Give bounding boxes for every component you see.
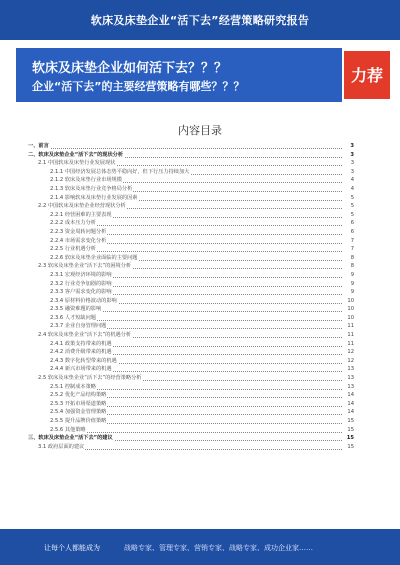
toc-leader-dots xyxy=(28,148,342,149)
toc-entry[interactable] xyxy=(28,408,354,417)
toc-entry[interactable] xyxy=(28,340,354,349)
toc-entry-label: 二、软床及床垫企业“活下去”的现状分析 xyxy=(28,151,124,158)
toc-entry-label: 2.1.1 中国经济发展总体态势平稳向好，但下行压力持续加大 xyxy=(50,168,190,175)
toc-entry[interactable] xyxy=(28,443,354,452)
toc-entry-label: 2.2 中国软床及床垫企业经营现状分析 xyxy=(38,203,126,210)
toc-entry-page: 4 xyxy=(350,177,354,184)
toc-entry[interactable] xyxy=(28,280,354,289)
toc-entry[interactable] xyxy=(28,365,354,374)
toc-entry-label: 2.3.3 客户需求变化的影响 xyxy=(50,289,112,296)
toc-entry-page: 5 xyxy=(350,203,354,210)
toc-entry[interactable] xyxy=(28,151,354,160)
toc-entry[interactable] xyxy=(28,254,354,263)
toc-entry-page: 3 xyxy=(350,168,354,175)
recommend-badge-text: 力荐 xyxy=(350,66,383,85)
toc-entry-label: 2.1 中国软床及床垫行业发展现状 xyxy=(38,160,116,167)
toc-entry-page: 13 xyxy=(347,383,354,390)
toc-entry-page: 3 xyxy=(350,151,354,158)
toc-entry-page: 7 xyxy=(350,237,354,244)
toc-leader-dots xyxy=(50,432,342,433)
toc-entry-label: 2.3 软床及床垫企业“活下去”的困境分析 xyxy=(38,263,132,270)
toc-entry-label: 2.2.4 市场需求变化分析 xyxy=(50,237,107,244)
toc-entry-page: 13 xyxy=(347,366,354,373)
toc-entry-page: 3 xyxy=(350,160,354,167)
toc-entry[interactable] xyxy=(28,271,354,280)
toc-entry-label: 2.5.3 开拓市场渠道策略 xyxy=(50,400,107,407)
toc-entry[interactable] xyxy=(28,314,354,323)
toc-entry[interactable] xyxy=(28,297,354,306)
toc-entry-label: 2.3.4 原材料价格波动的影响 xyxy=(50,297,117,304)
toc-entry-page: 9 xyxy=(350,289,354,296)
headline-subquestion: 企业“活下去”的主要经营策略有哪些？？？ xyxy=(32,80,245,93)
toc-entry[interactable] xyxy=(28,245,354,254)
toc-entry[interactable] xyxy=(28,159,354,168)
toc-entry-page: 12 xyxy=(347,357,354,364)
toc-entry-label: 2.4.3 数字化转型带来的机遇 xyxy=(50,357,117,364)
toc-entry-label: 2.3.1 宏观经济环境的影响 xyxy=(50,271,112,278)
toc-entry[interactable] xyxy=(28,374,354,383)
toc-entry[interactable] xyxy=(28,219,354,228)
footer-roles: 战略专家、管理专家、营销专家、战略专家、成功企业家…… xyxy=(124,544,313,552)
toc-entry-page: 8 xyxy=(350,263,354,270)
toc-entry-page: 15 xyxy=(347,418,354,424)
toc-entry[interactable] xyxy=(28,331,354,340)
toc-entry-page: 10 xyxy=(347,297,354,304)
toc-entry[interactable] xyxy=(28,400,354,409)
toc-entry[interactable] xyxy=(28,383,354,392)
toc-entry-label: 2.3.2 行业竞争加剧的影响 xyxy=(50,280,112,287)
toc-entry[interactable] xyxy=(28,348,354,357)
toc-entry[interactable] xyxy=(28,185,354,194)
toc-entry[interactable] xyxy=(28,228,354,237)
toc-entry-label: 2.4 软床及床垫企业“活下去”的机遇分析 xyxy=(38,332,132,339)
toc-entry-page: 15 xyxy=(347,443,354,450)
toc-entry-label: 2.2.2 成本压力分析 xyxy=(50,220,96,227)
toc-entry-page: 5 xyxy=(350,211,354,218)
toc-entry-page: 9 xyxy=(350,271,354,278)
toc-entry-page: 15 xyxy=(347,426,354,433)
toc-entry-page: 6 xyxy=(350,220,354,227)
toc-entry-label: 2.3.7 企业自身管理问题 xyxy=(50,323,107,330)
toc-entry-label: 三、软床及床垫企业“活下去”的建议 xyxy=(28,435,113,442)
footer-slogan: 让每个人都能成为 xyxy=(44,544,100,552)
toc-entry-label: 2.2.1 经营困难的主要表现 xyxy=(50,211,112,218)
toc-entry-label: 2.1.2 软床及床垫行业市场规模 xyxy=(50,177,122,184)
toc-entry-label: 2.3.5 融资难题的影响 xyxy=(50,306,102,313)
toc-entry[interactable] xyxy=(28,426,354,435)
toc-entry[interactable] xyxy=(28,202,354,211)
toc-entry[interactable] xyxy=(28,168,354,177)
toc-entry-page: 14 xyxy=(347,400,354,407)
toc-entry[interactable] xyxy=(28,417,354,426)
toc-entry[interactable] xyxy=(28,211,354,220)
toc-entry[interactable] xyxy=(28,194,354,203)
toc-entry-page: 11 xyxy=(347,332,354,339)
toc-entry-page: 9 xyxy=(350,280,354,287)
recommend-badge xyxy=(344,51,390,99)
toc-title: 内容目录 xyxy=(178,124,222,137)
toc-entry-page: 13 xyxy=(347,375,354,382)
toc-entry-page: 10 xyxy=(347,314,354,321)
toc-entry-label: 2.4.1 政策支持带来的机遇 xyxy=(50,340,112,347)
toc-entry[interactable] xyxy=(28,237,354,246)
table-of-contents xyxy=(28,142,354,451)
toc-entry-page: 7 xyxy=(350,246,354,253)
toc-entry-page: 11 xyxy=(347,323,354,330)
toc-entry-page: 5 xyxy=(350,194,354,201)
toc-entry-page: 6 xyxy=(350,228,354,235)
toc-entry-page: 10 xyxy=(347,306,354,313)
toc-entry-label: 2.2.3 资金周转问题分析 xyxy=(50,228,107,235)
toc-entry-label: 2.5.6 其他策略 xyxy=(50,426,86,433)
toc-entry-label: 2.3.6 人才短缺问题 xyxy=(50,314,96,321)
toc-entry-label: 2.2.6 软床及床垫企业面临的主要问题 xyxy=(50,254,138,261)
toc-entry[interactable] xyxy=(28,305,354,314)
toc-entry-label: 2.4.4 新兴市场带来的机遇 xyxy=(50,366,112,373)
toc-entry-label: 3.1 政府层面的建议 xyxy=(38,443,85,450)
toc-entry-label: 2.1.4 影响软床及床垫行业发展的因素 xyxy=(50,194,138,201)
toc-entry-label: 2.5.5 提升品牌价值策略 xyxy=(50,418,107,424)
toc-entry-page: 3 xyxy=(350,143,354,149)
toc-entry-label: 2.2.5 行业机遇分析 xyxy=(50,246,96,253)
toc-entry[interactable] xyxy=(28,322,354,331)
report-title: 软床及床垫企业“活下去”经营策略研究报告 xyxy=(90,14,310,27)
toc-entry[interactable] xyxy=(28,142,354,151)
toc-entry-label: 2.5 软床及床垫企业“活下去”的经营策略分析 xyxy=(38,375,142,382)
toc-entry-label: 2.5.1 控制成本策略 xyxy=(50,383,96,390)
toc-entry[interactable] xyxy=(28,176,354,185)
toc-entry-label: 2.5.4 加强资金管理策略 xyxy=(50,409,107,416)
toc-entry-page: 11 xyxy=(347,340,354,347)
headline-question: 软床及床垫企业如何活下去？？？ xyxy=(32,61,228,76)
toc-entry-page: 8 xyxy=(350,254,354,261)
toc-entry[interactable] xyxy=(28,262,354,271)
toc-entry-label: 2.1.3 软床及床垫行业竞争格局分析 xyxy=(50,185,133,192)
toc-entry[interactable] xyxy=(28,288,354,297)
toc-entry[interactable] xyxy=(28,391,354,400)
toc-entry-label: 2.4.2 消费升级带来的机遇 xyxy=(50,349,112,356)
toc-entry-label: 2.5.2 优化产品结构策略 xyxy=(50,392,107,399)
toc-entry[interactable] xyxy=(28,357,354,366)
header-bar xyxy=(0,0,400,40)
toc-entry-page: 4 xyxy=(350,185,354,192)
toc-entry-page: 14 xyxy=(347,409,354,416)
headline-banner xyxy=(16,48,342,102)
toc-entry-page: 12 xyxy=(347,349,354,356)
toc-entry-page: 15 xyxy=(346,435,354,442)
toc-entry-page: 14 xyxy=(347,392,354,399)
toc-entry-label: 一、前言 xyxy=(28,143,49,149)
footer-bar xyxy=(0,529,400,565)
toc-entry[interactable] xyxy=(28,434,354,443)
